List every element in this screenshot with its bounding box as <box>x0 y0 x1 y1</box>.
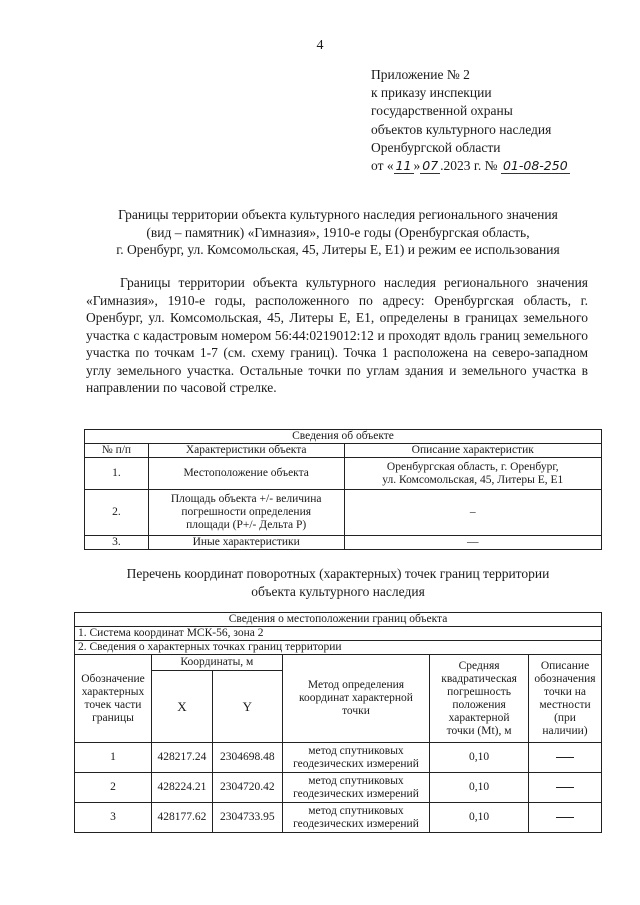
column-header: № п/п <box>85 444 149 458</box>
y-value: 2304720.42 <box>212 773 282 803</box>
method-line: геодезических измерений <box>293 757 419 770</box>
appendix-line: Оренбургской области <box>371 139 501 155</box>
header-line: погрешность <box>447 685 512 698</box>
object-info-table <box>84 429 602 550</box>
point-description-header <box>529 655 602 743</box>
row-characteristic: Иные характеристики <box>148 536 344 550</box>
header-line: характерных <box>81 685 145 698</box>
row-description: — <box>344 536 601 550</box>
header-line: Средняя <box>458 659 500 672</box>
table-row <box>75 773 602 803</box>
row-description <box>344 458 601 490</box>
header-line: обозначения <box>534 672 596 685</box>
header-line: квадратическая <box>441 672 517 685</box>
point-id: 2 <box>75 773 152 803</box>
method-value <box>282 803 429 833</box>
coordinates-list-title <box>78 565 598 600</box>
page-number: 4 <box>316 38 324 53</box>
accuracy-header <box>430 655 529 743</box>
header-line: характерной <box>448 711 510 724</box>
method-value <box>282 743 429 773</box>
x-value: 428177.62 <box>151 803 212 833</box>
description-line: Оренбургская область, г. Оренбург, <box>386 460 559 473</box>
table-caption: Сведения о местоположении границ объекта <box>75 613 602 627</box>
x-value: 428224.21 <box>151 773 212 803</box>
header-line: границы <box>92 711 134 724</box>
method-line: метод спутниковых <box>308 774 404 787</box>
accuracy-value: 0,10 <box>430 743 529 773</box>
document-title <box>78 206 598 259</box>
x-value: 428217.24 <box>151 743 212 773</box>
list-title-line: объекта культурного наследия <box>251 583 425 599</box>
appendix-block <box>371 66 570 175</box>
dash-mark <box>556 787 574 788</box>
table-row <box>85 490 602 536</box>
header-line: положения <box>452 698 506 711</box>
appendix-line: государственной охраны <box>371 103 513 119</box>
characteristic-line: погрешности определения <box>181 506 312 518</box>
y-value: 2304733.95 <box>212 803 282 833</box>
accuracy-value: 0,10 <box>430 803 529 833</box>
handwritten-order-number: 01-08-250 <box>502 158 568 174</box>
point-description-value <box>529 743 602 773</box>
row-number: 3. <box>85 536 149 550</box>
title-line: (вид – памятник) «Гимназия», 1910-е годы (Оренбургская область, <box>146 224 530 240</box>
column-header: Характеристики объекта <box>148 444 344 458</box>
handwritten-month: 07 <box>422 158 439 174</box>
method-line: геодезических измерений <box>293 787 419 800</box>
row-number: 1. <box>85 458 149 490</box>
appendix-line: Приложение № 2 <box>371 67 470 82</box>
header-line: Описание <box>540 659 590 672</box>
y-header: Y <box>212 671 282 743</box>
title-line: Границы территории объекта культурного наследия регионального значения <box>118 207 558 222</box>
appendix-date-line <box>371 157 570 175</box>
header-line: точек части <box>84 698 142 711</box>
table-row <box>85 458 602 490</box>
method-line: метод спутниковых <box>308 744 404 757</box>
title-line: г. Оренбург, ул. Комсомольская, 45, Литеры Е, Е1) и режим ее использования <box>116 242 560 257</box>
appendix-line: к приказу инспекции <box>371 85 492 101</box>
characteristic-line: Площадь объекта +/- величина <box>170 493 322 505</box>
table-row <box>75 803 602 833</box>
dash-mark <box>556 757 574 758</box>
dash-mark <box>556 817 574 818</box>
coordinates-table <box>74 612 602 833</box>
description-line: ул. Комсомольская, 45, Литеры Е, Е1 <box>382 473 564 486</box>
row-characteristic: Местоположение объекта <box>148 458 344 490</box>
table-row <box>75 743 602 773</box>
date-year: .2023 г. № <box>440 158 498 174</box>
method-value <box>282 773 429 803</box>
point-id: 1 <box>75 743 152 773</box>
header-line: местности <box>539 698 591 711</box>
header-line: Метод определения <box>307 679 405 691</box>
table-row <box>85 536 602 550</box>
header-line: Обозначение <box>81 672 145 685</box>
method-line: метод спутниковых <box>308 804 404 817</box>
date-quote: » <box>413 158 421 174</box>
point-header <box>75 655 152 743</box>
appendix-line: объектов культурного наследия <box>371 121 552 137</box>
point-id: 3 <box>75 803 152 833</box>
date-prefix: от « <box>371 158 394 174</box>
coordinate-system: 1. Система координат МСК-56, зона 2 <box>75 627 602 641</box>
header-line: точки <box>342 705 370 717</box>
row-characteristic <box>148 490 344 536</box>
characteristic-line: площади (Р+/- Дельта Р) <box>186 519 307 531</box>
table-caption: Сведения об объекте <box>85 430 602 444</box>
row-description: – <box>344 490 601 536</box>
header-line: (при <box>554 711 576 724</box>
header-line: координат характерной <box>299 692 413 704</box>
point-description-value <box>529 803 602 833</box>
handwritten-day: 11 <box>395 158 412 174</box>
header-line: наличии) <box>542 724 588 737</box>
header-line: точки на <box>544 685 586 698</box>
column-header: Описание характеристик <box>344 444 601 458</box>
method-header <box>282 655 429 743</box>
method-line: геодезических измерений <box>293 817 419 830</box>
points-section-label: 2. Сведения о характерных точках границ территории <box>75 641 602 655</box>
row-number: 2. <box>85 490 149 536</box>
y-value: 2304698.48 <box>212 743 282 773</box>
accuracy-value: 0,10 <box>430 773 529 803</box>
list-title-line: Перечень координат поворотных (характерных) точек границ территории <box>126 566 550 581</box>
x-header: X <box>151 671 212 743</box>
header-line: точки (Mt), м <box>446 724 512 737</box>
point-description-value <box>529 773 602 803</box>
coords-header: Координаты, м <box>151 655 282 671</box>
body-paragraph: Границы территории объекта культурного наследия регионального значения «Гимназия», 1910-е годы, расположенного по адресу: Оренбургская область, г. Оренбург, ул. Комсомольская, 45, Литеры Е, Е1, определены в границах земельного участка с кадастровым номером 56:44:0219012:12 и проходят вдоль границ земельного участка по точкам 1-7 (см. схему границ). Точка 1 расположена на северо-западном углу земельного участка. Остальные точки по углам здания и земельного участка в направлении по часовой стрелке. <box>86 275 588 395</box>
